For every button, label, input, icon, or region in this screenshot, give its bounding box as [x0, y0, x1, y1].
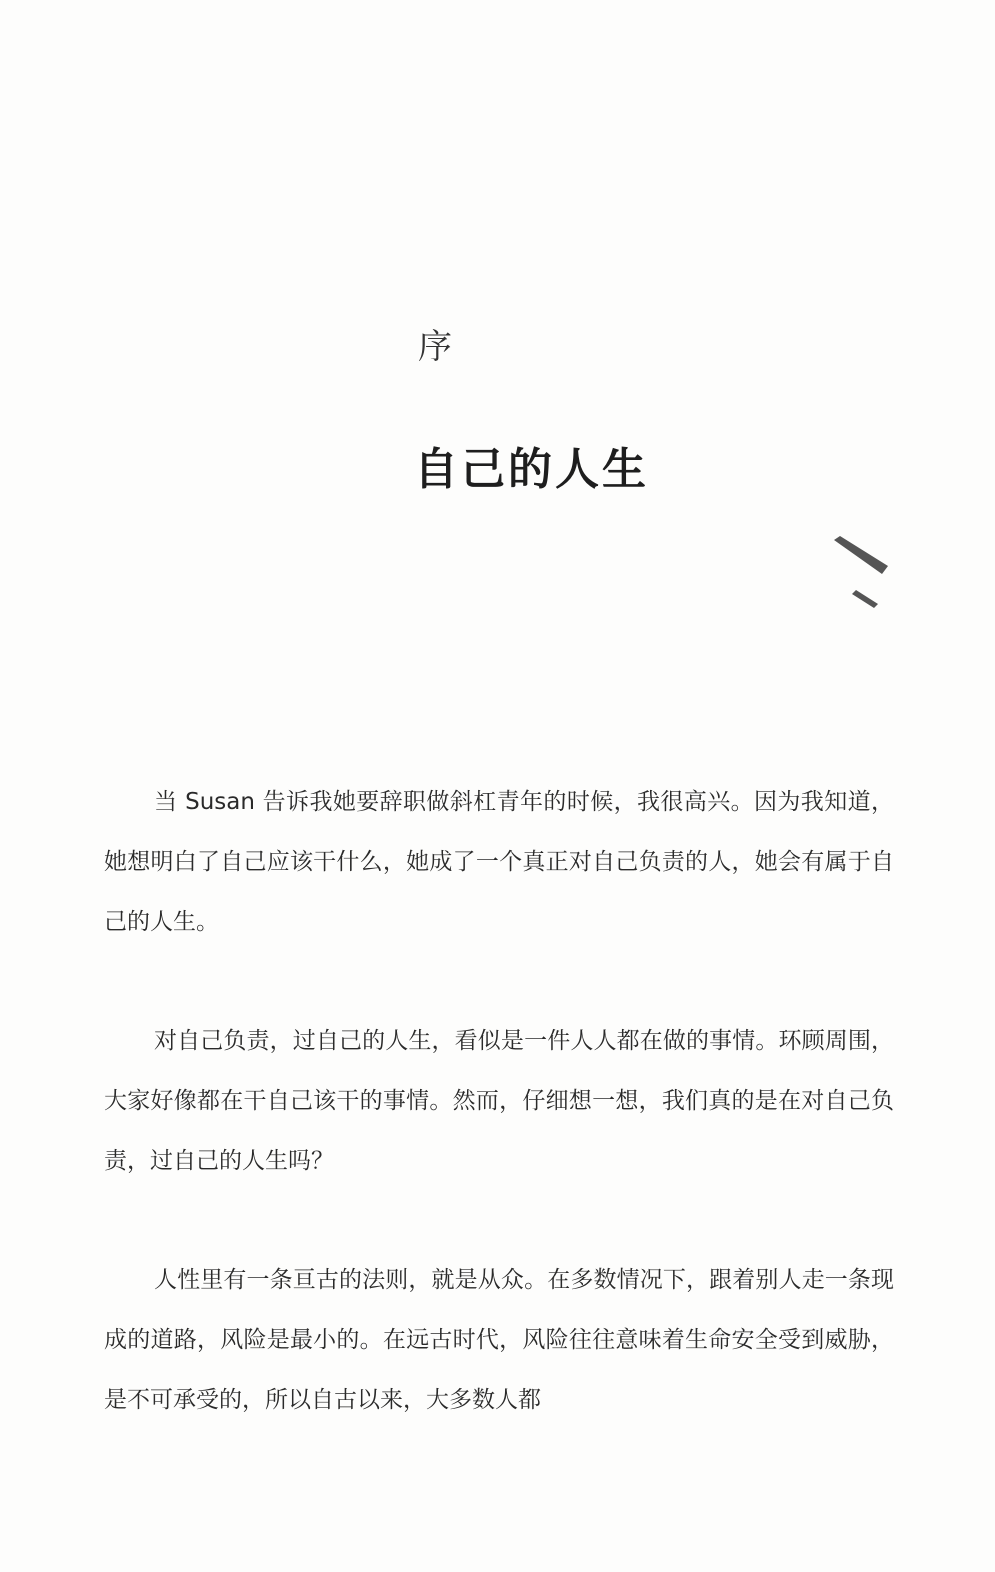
- decorative-slash-marks: [826, 536, 896, 616]
- preface-label: 序: [418, 327, 452, 367]
- slash-mark-large: [834, 536, 888, 574]
- body-text: [104, 772, 894, 1489]
- slash-mark-small: [852, 590, 878, 608]
- paragraph-1: 当 Susan 告诉我她要辞职做斜杠青年的时候，我很高兴。因为我知道，她想明白了自己应该干什么，她成了一个真正对自己负责的人，她会有属于自己的人生。: [104, 789, 894, 935]
- paragraph-2: 对自己负责，过自己的人生，看似是一件人人都在做的事情。环顾周围，大家好像都在干自己该干的事情。然而，仔细想一想，我们真的是在对自己负责，过自己的人生吗？: [104, 1028, 894, 1174]
- chapter-title: 自己的人生: [414, 444, 649, 495]
- paragraph-3: 人性里有一条亘古的法则，就是从众。在多数情况下，跟着别人走一条现成的道路，风险是最小的。在远古时代，风险往往意味着生命安全受到威胁，是不可承受的，所以自古以来，大多数人都: [104, 1267, 894, 1413]
